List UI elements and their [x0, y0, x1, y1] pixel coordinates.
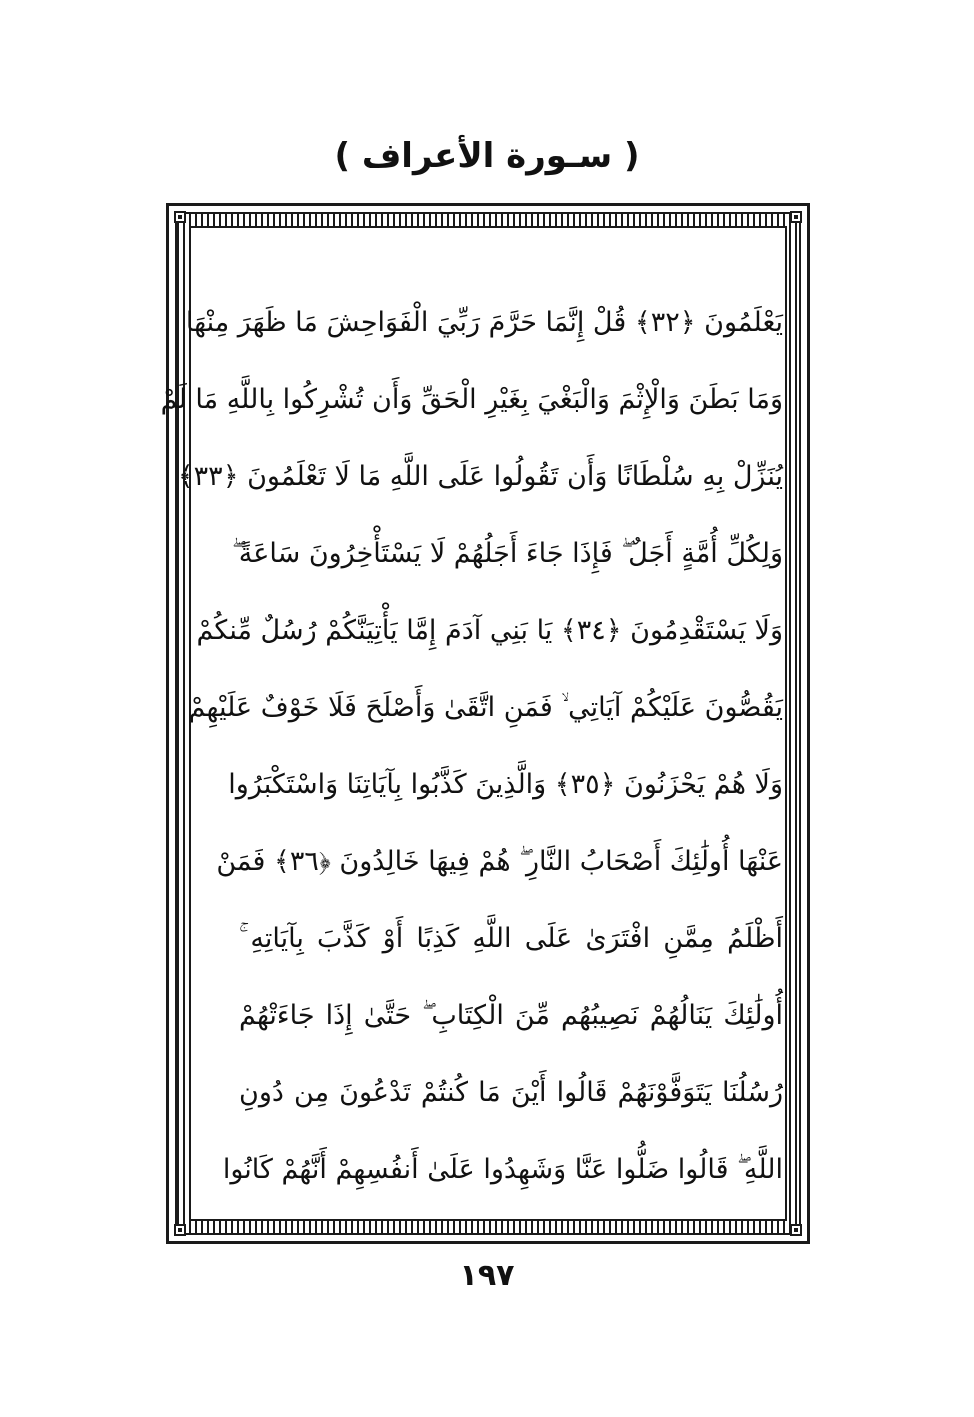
verse-line: وَلَا يَسْتَقْدِمُونَ ﴿٣٤﴾ يَا بَنِي آدَمَ إِمَّا يَأْتِيَنَّكُمْ رُسُلٌ مِّنكُمْ — [196, 615, 783, 646]
corner-ornament-icon — [174, 1224, 186, 1236]
page-border-frame — [160, 203, 810, 1244]
corner-ornament-icon — [790, 211, 802, 223]
verse-line: رُسُلُنَا يَتَوَفَّوْنَهُمْ قَالُوا أَيْنَ مَا كُنتُمْ تَدْعُونَ مِن دُونِ — [239, 1077, 783, 1108]
verse-line: أَظْلَمُ مِمَّنِ افْتَرَىٰ عَلَى اللَّهِ كَذِبًا أَوْ كَذَّبَ بِآيَاتِهِ ۚ — [239, 923, 783, 954]
corner-ornament-icon — [790, 1224, 802, 1236]
verse-line: وَلَا هُمْ يَحْزَنُونَ ﴿٣٥﴾ وَالَّذِينَ كَذَّبُوا بِآيَاتِنَا وَاسْتَكْبَرُوا — [228, 769, 783, 800]
verse-line: وَمَا بَطَنَ وَالْإِثْمَ وَالْبَغْيَ بِغَيْرِ الْحَقِّ وَأَن تُشْرِكُوا بِاللَّهِ مَا لَمْ — [160, 384, 783, 415]
surah-title: ( سـورة الأعراف ) — [334, 136, 640, 176]
verse-line: عَنْهَا أُولَٰئِكَ أَصْحَابُ النَّارِ ۖ هُمْ فِيهَا خَالِدُونَ ﴿٣٦﴾ فَمَنْ — [216, 846, 783, 877]
verse-line: يَعْلَمُونَ ﴿٣٢﴾ قُلْ إِنَّمَا حَرَّمَ رَبِّيَ الْفَوَاحِشَ مَا ظَهَرَ مِنْهَا — [185, 307, 783, 338]
text-panel — [160, 226, 787, 1221]
verse-line: يَقُصُّونَ عَلَيْكُمْ آيَاتِي ۙ فَمَنِ اتَّقَىٰ وَأَصْلَحَ فَلَا خَوْفٌ عَلَيْهِمْ — [188, 692, 783, 723]
page-number: ١٩٧ — [459, 1258, 515, 1293]
verse-line: يُنَزِّلْ بِهِ سُلْطَانًا وَأَن تَقُولُوا عَلَى اللَّهِ مَا لَا تَعْلَمُونَ ﴿٣٣﴾ — [177, 461, 783, 492]
verse-text-block — [160, 284, 783, 1208]
corner-ornament-icon — [174, 211, 186, 223]
verse-line: اللَّهِ ۖ قَالُوا ضَلُّوا عَنَّا وَشَهِدُوا عَلَىٰ أَنفُسِهِمْ أَنَّهُمْ كَانُوا — [222, 1154, 783, 1185]
verse-line: أُولَٰئِكَ يَنَالُهُمْ نَصِيبُهُم مِّنَ الْكِتَابِ ۖ حَتَّىٰ إِذَا جَاءَتْهُمْ — [239, 1000, 783, 1031]
verse-line: وَلِكُلِّ أُمَّةٍ أَجَلٌ ۖ فَإِذَا جَاءَ أَجَلُهُمْ لَا يَسْتَأْخِرُونَ سَاعَةً ۖ — [232, 538, 783, 569]
